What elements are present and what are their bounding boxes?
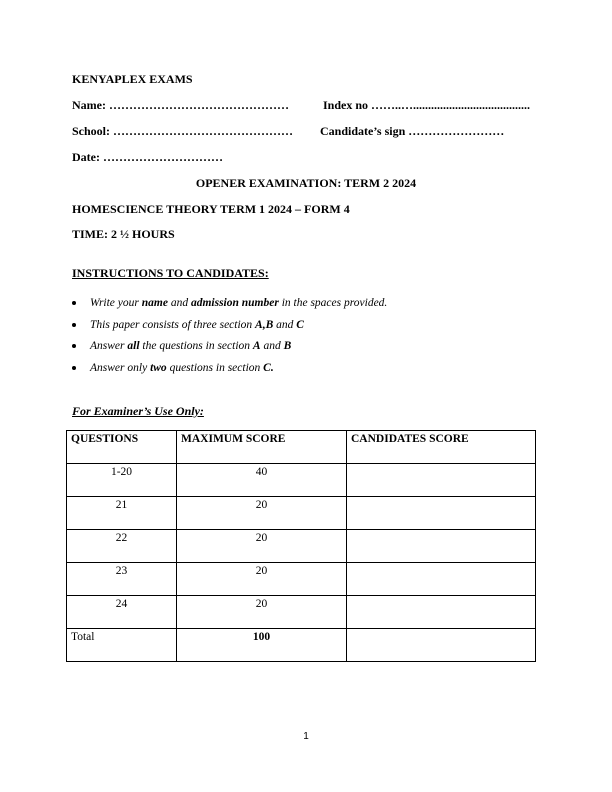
candidate-sign-field[interactable]: Candidate’s sign …………………… (320, 124, 505, 138)
instruction-segment: questions in section (166, 361, 264, 374)
org-title: KENYAPLEX EXAMS (72, 72, 193, 86)
instruction-segment: in the spaces provided. (278, 297, 388, 309)
instruction-text (90, 319, 304, 331)
instruction-item (72, 318, 387, 340)
instruction-emphasis: two (150, 361, 167, 374)
max-score-cell: 40 (177, 464, 347, 497)
instruction-emphasis: B (283, 340, 292, 352)
index-number-field[interactable]: Index no ……..…....................................... (323, 98, 531, 112)
page-number: 1 (303, 731, 309, 742)
table-row (67, 464, 536, 497)
instructions-list (72, 296, 387, 382)
bullet-icon (72, 344, 76, 348)
date-field[interactable]: Date: ………………………… (72, 150, 223, 164)
max-score-cell: 20 (177, 497, 347, 530)
examiner-heading: For Examiner’s Use Only: (72, 404, 204, 418)
instruction-text (90, 362, 274, 374)
instruction-item (72, 296, 387, 318)
score-table (66, 430, 536, 662)
instruction-emphasis: admission number (190, 297, 279, 309)
instruction-segment: This paper consists of three section (90, 318, 256, 331)
instruction-segment: and (167, 297, 191, 309)
instructions-heading: INSTRUCTIONS TO CANDIDATES: (72, 266, 269, 280)
instruction-segment: Answer (90, 340, 128, 352)
name-field[interactable]: Name: ……………………………………… (72, 98, 289, 112)
instruction-emphasis: C (296, 318, 304, 331)
bullet-icon (72, 366, 76, 370)
exam-time: TIME: 2 ½ HOURS (72, 227, 175, 241)
column-header-candidate-score: CANDIDATES SCORE (347, 431, 536, 464)
total-label: Total (67, 629, 177, 662)
instruction-emphasis: all (127, 340, 140, 352)
column-header-questions: QUESTIONS (67, 431, 177, 464)
max-score-cell: 20 (177, 563, 347, 596)
question-cell: 21 (67, 497, 177, 530)
question-cell: 23 (67, 563, 177, 596)
instruction-text (90, 340, 291, 352)
candidate-score-cell[interactable] (347, 563, 536, 596)
instruction-segment: and (273, 318, 297, 331)
instruction-segment: the questions in section (139, 340, 253, 352)
total-max-score: 100 (177, 629, 347, 662)
question-cell: 1-20 (67, 464, 177, 497)
question-cell: 22 (67, 530, 177, 563)
instruction-text (90, 297, 387, 309)
instruction-segment: and (260, 340, 284, 352)
instruction-item (72, 361, 387, 383)
max-score-cell: 20 (177, 596, 347, 629)
candidate-score-cell[interactable] (347, 497, 536, 530)
total-row (67, 629, 536, 662)
candidate-score-cell[interactable] (347, 530, 536, 563)
instruction-emphasis: C. (263, 361, 274, 374)
table-row (67, 497, 536, 530)
subject-title: HOMESCIENCE THEORY TERM 1 2024 – FORM 4 (72, 202, 350, 216)
table-row (67, 530, 536, 563)
max-score-cell: 20 (177, 530, 347, 563)
exam-title: OPENER EXAMINATION: TERM 2 2024 (195, 176, 417, 190)
candidate-score-cell[interactable] (347, 464, 536, 497)
instruction-segment: Answer only (90, 361, 151, 374)
school-field[interactable]: School: ……………………………………… (72, 124, 294, 138)
bullet-icon (72, 301, 76, 305)
instruction-item (72, 339, 387, 361)
candidate-score-cell[interactable] (347, 596, 536, 629)
instruction-emphasis: A (252, 340, 261, 352)
column-header-max-score: MAXIMUM SCORE (177, 431, 347, 464)
table-row (67, 563, 536, 596)
instruction-emphasis: name (141, 297, 168, 309)
instruction-segment: Write your (90, 297, 142, 309)
instruction-emphasis: A,B (255, 318, 274, 331)
table-header-row (67, 431, 536, 464)
total-candidate-score[interactable] (347, 629, 536, 662)
bullet-icon (72, 323, 76, 327)
table-row (67, 596, 536, 629)
question-cell: 24 (67, 596, 177, 629)
